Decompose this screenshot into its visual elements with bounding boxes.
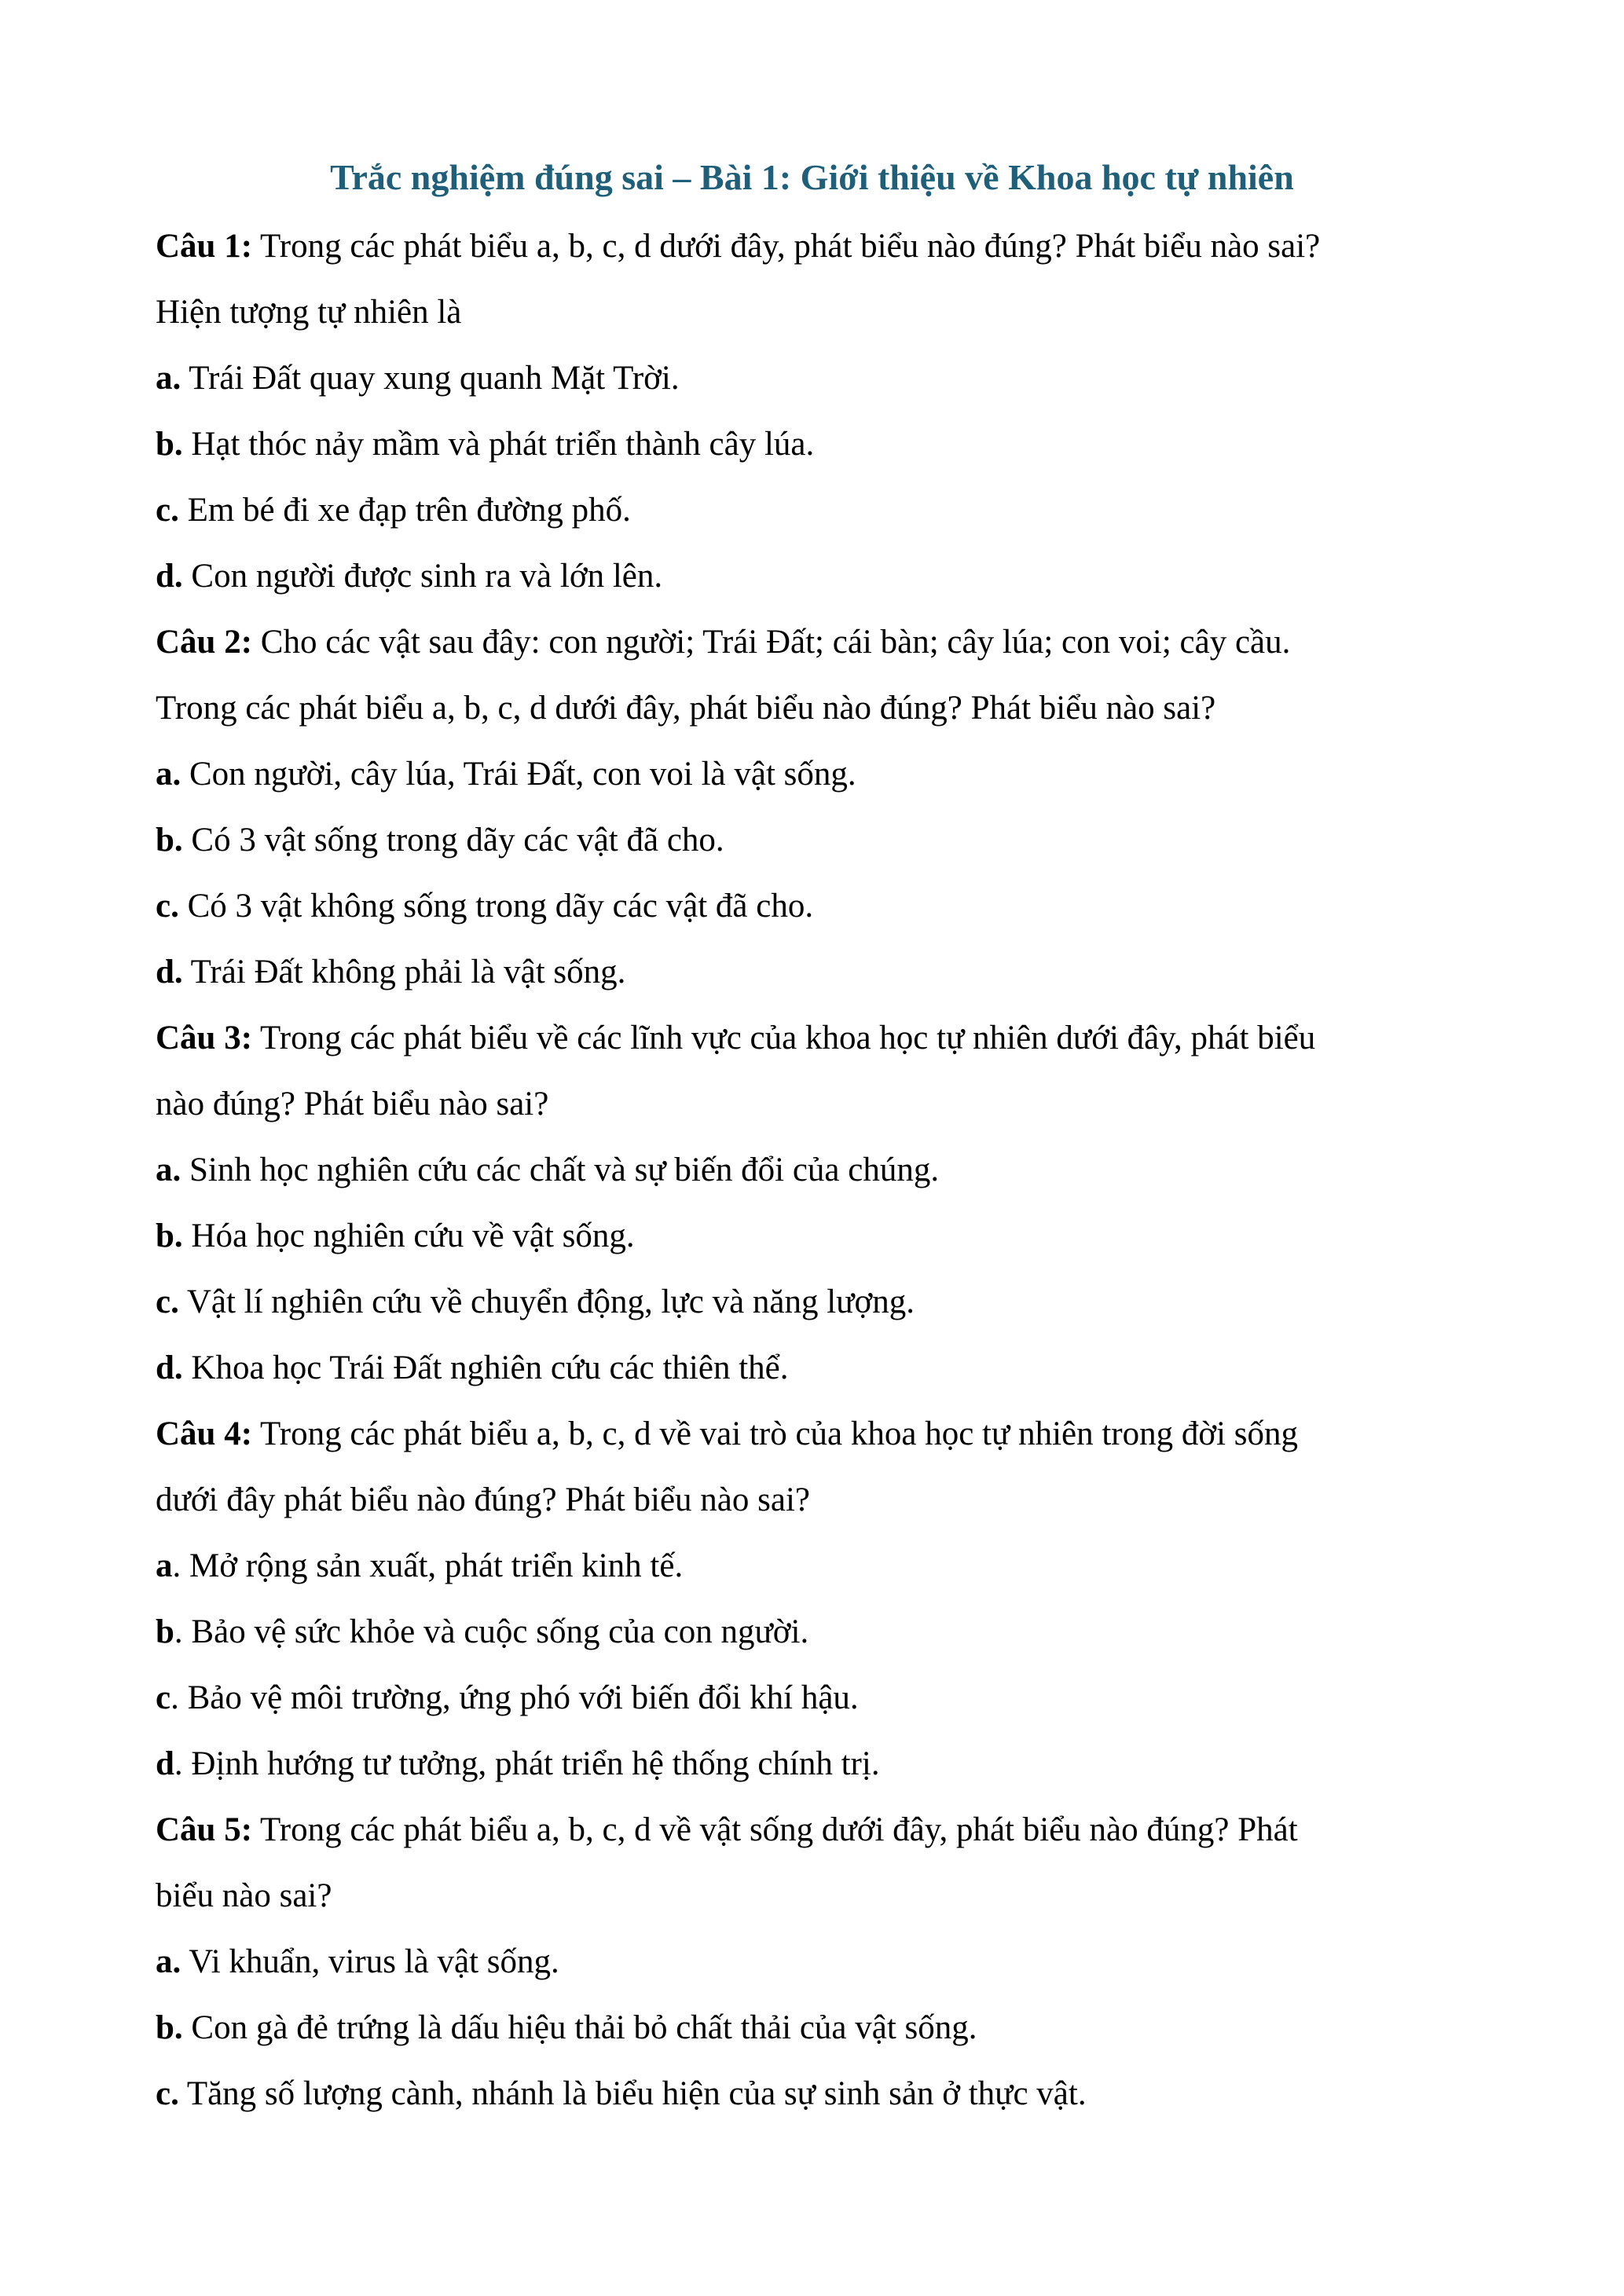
question-4-option-c [156,1665,1483,1731]
question-label: Câu 5: [156,1811,253,1848]
question-1-option-b [156,412,1483,478]
question-5-option-a [156,1929,1483,1995]
question-2-option-a [156,742,1483,807]
option-text: Em bé đi xe đạp trên đường phố. [178,492,631,529]
option-letter: b. [156,1218,183,1254]
question-1-prompt-continued [156,280,1483,346]
question-4-option-b [156,1599,1483,1665]
option-text: Trái Đất quay xung quanh Mặt Trời. [181,360,680,397]
question-4-option-d [156,1731,1483,1797]
option-text: Con gà đẻ trứng là dấu hiệu thải bỏ chất thải của vật sống. [182,2009,977,2046]
question-3-option-b [156,1203,1483,1269]
option-letter: c. [156,2075,179,2112]
option-text: Có 3 vật sống trong dãy các vật đã cho. [182,822,724,859]
question-1-option-d [156,544,1483,610]
question-label: Câu 3: [156,1020,253,1056]
question-text: Trong các phát biểu a, b, c, d về vai trò của khoa học tự nhiên trong đời sống [252,1415,1299,1452]
option-text: . Bảo vệ sức khỏe và cuộc sống của con người. [174,1613,809,1650]
question-2-option-c [156,873,1483,939]
question-4-prompt [156,1401,1483,1467]
question-label: Câu 2: [156,624,253,661]
document-body [156,214,1483,2127]
question-text: dưới đây phát biểu nào đúng? Phát biểu nào sai? [156,1481,810,1518]
question-text: nào đúng? Phát biểu nào sai? [156,1086,549,1122]
question-1-option-c [156,478,1483,544]
option-letter: d [156,1745,174,1782]
option-letter: b. [156,822,183,859]
question-5-prompt [156,1797,1483,1863]
option-text: Khoa học Trái Đất nghiên cứu các thiên thể. [182,1349,789,1386]
question-4-option-a [156,1533,1483,1599]
option-letter: c. [156,888,179,925]
option-text: Vật lí nghiên cứu về chuyển động, lực và năng lượng. [178,1283,915,1320]
question-text: Trong các phát biểu a, b, c, d về vật sống dưới đây, phát biểu nào đúng? Phát [252,1811,1298,1848]
question-5-option-c [156,2061,1483,2127]
option-letter: a. [156,1943,181,1980]
option-letter: a. [156,360,181,397]
option-text: Tăng số lượng cành, nhánh là biểu hiện của sự sinh sản ở thực vật. [178,2075,1087,2112]
option-letter: d. [156,1349,183,1386]
option-text: Hóa học nghiên cứu về vật sống. [182,1218,635,1254]
question-3-prompt [156,1005,1483,1071]
option-text: . Định hướng tư tưởng, phát triển hệ thống chính trị. [174,1745,880,1782]
option-letter: c. [156,1283,179,1320]
option-letter: d. [156,954,183,991]
document-title: Trắc nghiệm đúng sai – Bài 1: Giới thiệu về Khoa học tự nhiên [330,157,1294,197]
question-text: Trong các phát biểu về các lĩnh vực của khoa học tự nhiên dưới đây, phát biểu [252,1020,1316,1056]
question-text: Cho các vật sau đây: con người; Trái Đất; cái bàn; cây lúa; con voi; cây cầu. [252,624,1291,661]
question-text: Hiện tượng tự nhiên là [156,294,462,331]
question-3-option-d [156,1335,1483,1401]
question-5-option-b [156,1995,1483,2061]
question-1-prompt [156,214,1483,280]
option-letter: a. [156,1152,181,1188]
option-text: . Mở rộng sản xuất, phát triển kinh tế. [172,1547,684,1584]
option-letter: b [156,1613,174,1650]
question-1-option-a [156,346,1483,412]
option-letter: b. [156,426,183,463]
option-text: Hạt thóc nảy mầm và phát triển thành cây lúa. [182,426,815,463]
option-text: Con người được sinh ra và lớn lên. [182,558,663,595]
option-letter: c [156,1679,171,1716]
option-text: Có 3 vật không sống trong dãy các vật đã cho. [178,888,814,925]
option-text: . Bảo vệ môi trường, ứng phó với biến đổi khí hậu. [170,1679,859,1716]
question-text: biểu nào sai? [156,1877,332,1914]
question-text: Trong các phát biểu a, b, c, d dưới đây, phát biểu nào đúng? Phát biểu nào sai? [156,690,1216,727]
option-text: Sinh học nghiên cứu các chất và sự biến đổi của chúng. [181,1152,940,1188]
option-letter: d. [156,558,183,595]
option-letter: b. [156,2009,183,2046]
question-3-option-c [156,1269,1483,1335]
question-text: Trong các phát biểu a, b, c, d dưới đây, phát biểu nào đúng? Phát biểu nào sai? [252,228,1321,265]
option-text: Trái Đất không phải là vật sống. [182,954,626,991]
question-label: Câu 1: [156,228,253,265]
option-text: Con người, cây lúa, Trái Đất, con voi là vật sống. [181,756,856,793]
question-label: Câu 4: [156,1415,253,1452]
question-4-prompt-continued [156,1467,1483,1533]
option-letter: c. [156,492,179,529]
option-letter: a [156,1547,173,1584]
question-3-option-a [156,1137,1483,1203]
option-text: Vi khuẩn, virus là vật sống. [181,1943,559,1980]
question-2-option-b [156,807,1483,873]
question-2-prompt-continued [156,676,1483,742]
question-3-prompt-continued [156,1071,1483,1137]
question-2-option-d [156,939,1483,1005]
question-2-prompt [156,610,1483,676]
question-5-prompt-continued [156,1863,1483,1929]
option-letter: a. [156,756,181,793]
